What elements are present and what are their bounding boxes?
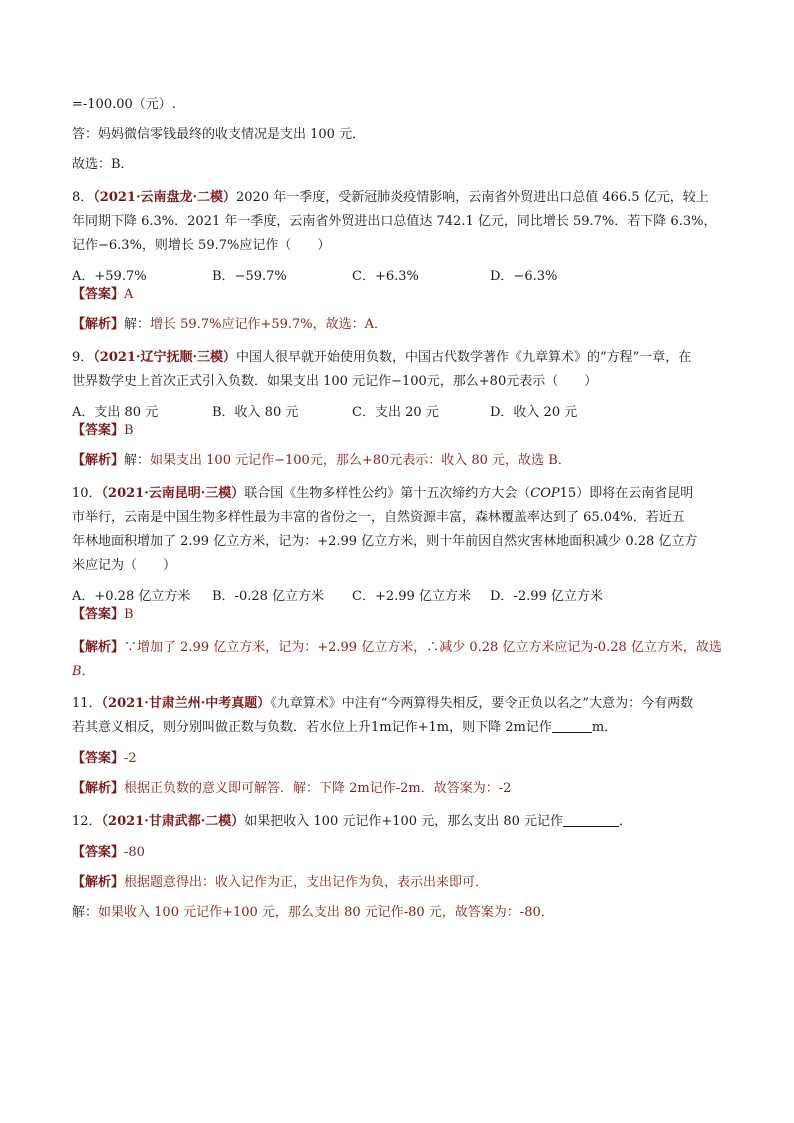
question-11-stem-line-2: 若其意义相反，则分别叫做正数与负数．若水位上升1m记作+1m，则下降 2m记作 m． <box>72 720 618 735</box>
option-d: D．−6.3% <box>490 269 558 284</box>
option-d: D．收入 20 元 <box>490 405 578 420</box>
question-9-explanation: 【解析】解：如果支出 100 元记作−100元，那么+80元表示：收入 80 元，故选 B． <box>72 453 571 468</box>
option-a: A．+59.7% <box>72 269 147 284</box>
option-a: A．支出 80 元 <box>72 405 159 420</box>
question-9-source: （2021·辽宁抚顺·三模） <box>93 350 237 365</box>
question-11-answer: 【答案】-2 <box>72 751 137 766</box>
option-c: C．支出 20 元 <box>352 405 439 420</box>
question-8-source: （2021·云南盘龙·二模） <box>93 190 237 205</box>
question-12-explanation: 【解析】根据题意得出：收入记作为正，支出记作为负，表示出来即可． <box>72 875 489 890</box>
option-b: B．−59.7% <box>212 269 287 284</box>
question-12-stem-line-1: 12．（2021·甘肃武都·二模）如果把收入 100 元记作+100 元，那么支出 80 元记作 ． <box>72 814 633 829</box>
question-9-stem-line-2: 世界数学史上首次正式引入负数．如果支出 100 元记作−100元，那么+80元表示（ ） <box>72 374 598 389</box>
option-b: B．-0.28 亿立方米 <box>212 589 325 604</box>
question-12-answer: 【答案】-80 <box>72 845 145 860</box>
option-b: B．收入 80 元 <box>212 405 299 420</box>
prev-answer-line: 答：妈妈微信零钱最终的收支情况是支出 100 元． <box>72 127 366 142</box>
question-12-solution: 解：如果收入 100 元记作+100 元，那么支出 80 元记作-80 元，故答案为：-80． <box>72 905 554 920</box>
prev-choice-line: 故选：B． <box>72 157 134 172</box>
question-9-options <box>72 404 724 422</box>
answer-blank[interactable] <box>563 812 619 827</box>
question-8-answer: 【答案】A <box>72 287 134 302</box>
document-content <box>72 96 724 934</box>
question-12 <box>72 810 724 922</box>
question-9 <box>72 346 724 470</box>
question-10-answer: 【答案】B <box>72 607 134 622</box>
question-8-stem-line-2: 年同期下降 6.3%．2021 年一季度，云南省外贸进出口总值达 742.1 亿元，同比增长 59.7%．若下降 6.3%， <box>72 214 717 229</box>
question-11-explanation: 【解析】根据正负数的意义即可解答．解：下降 2m记作-2m．故答案为：-2 <box>72 781 512 796</box>
question-10-stem-line-2: 市举行，云南是中国生物多样性最为丰富的省份之一，自然资源丰富，森林覆盖率达到了 65.04%．若近五 <box>72 510 685 525</box>
option-c: C．+2.99 亿立方米 <box>352 589 471 604</box>
question-10-stem-line-3: 年林地面积增加了 2.99 亿立方米，记为：+2.99 亿立方米，则十年前因自然灾害林地面积减少 0.28 亿立方 <box>72 534 698 549</box>
option-d: D．-2.99 亿立方米 <box>490 589 603 604</box>
question-12-source: （2021·甘肃武都·二模） <box>101 814 245 829</box>
question-8-explanation: 【解析】解：增长 59.7%应记作+59.7%，故选：A． <box>72 317 388 332</box>
question-8-options <box>72 268 724 286</box>
question-8-stem-line-3: 记作−6.3%，则增长 59.7%应记作（ ） <box>72 238 331 253</box>
question-9-stem-line-1: 9．（2021·辽宁抚顺·三模）中国人很早就开始使用负数，中国古代数学著作《九章算术》的“方程”一章，在 <box>72 350 692 365</box>
question-10-options <box>72 588 724 606</box>
question-10-explanation: 【解析】∵增加了 2.99 亿立方米，记为：+2.99 亿立方米，∴减少 0.28 亿立方米应记为-0.28 亿立方米，故选 B． <box>72 640 722 679</box>
question-10-stem-line-1: 10．（2021·云南昆明·三模）联合国《生物多样性公约》第十五次缔约方大会（COP15）即将在云南省昆明 <box>72 486 694 501</box>
question-11-stem-line-1: 11．（2021·甘肃兰州·中考真题）《九章算术》中注有“今两算得失相反，要令正负以名之”大意为：今有两数 <box>72 696 694 711</box>
question-11 <box>72 692 724 798</box>
question-10-stem-line-4: 米应记为（ ） <box>72 558 177 573</box>
question-8-stem-line-1: 8．（2021·云南盘龙·二模）2020 年一季度，受新冠肺炎疫情影响，云南省外贸进出口总值 466.5 亿元，较上 <box>72 190 709 205</box>
question-8 <box>72 186 724 334</box>
option-c: C．+6.3% <box>352 269 419 284</box>
question-11-source: （2021·甘肃兰州·中考真题） <box>101 696 271 711</box>
answer-blank[interactable] <box>552 718 592 733</box>
question-10 <box>72 482 724 684</box>
option-a: A．+0.28 亿立方米 <box>72 589 191 604</box>
prev-solution-line: =-100.00（元）. <box>72 97 176 112</box>
question-9-answer: 【答案】B <box>72 423 134 438</box>
question-10-source: （2021·云南昆明·三模） <box>101 486 245 501</box>
